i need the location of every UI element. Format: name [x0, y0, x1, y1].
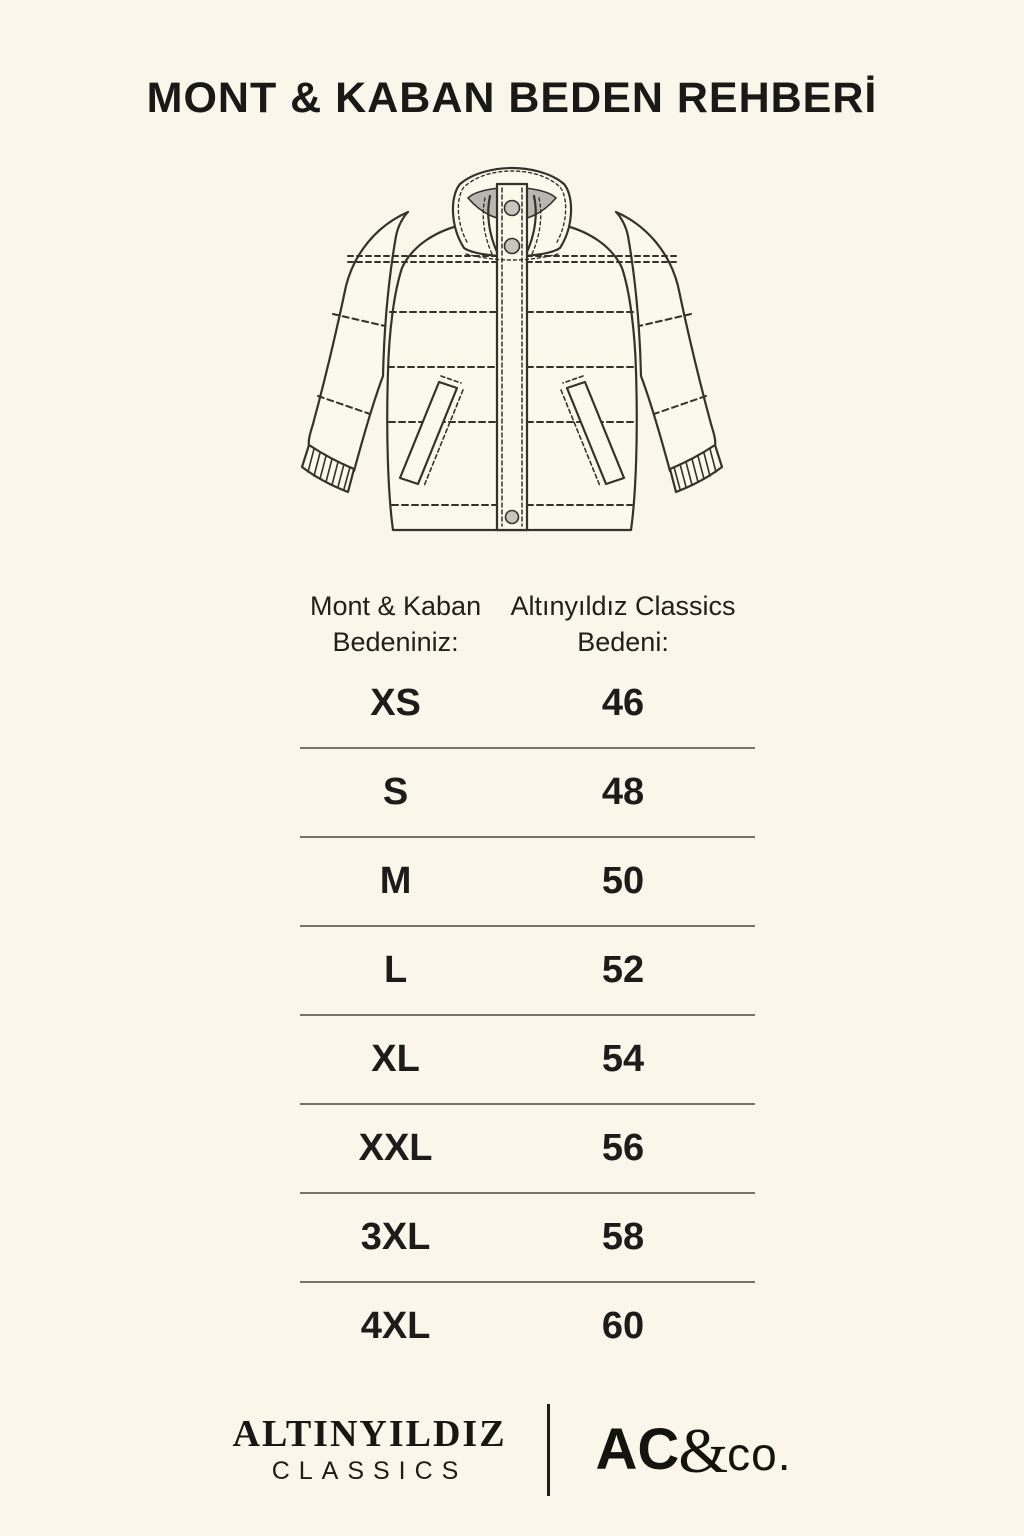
ac-size-value: 54	[601, 1038, 645, 1080]
ac-size-value: 56	[601, 1127, 645, 1169]
your-size-label: XXL	[358, 1127, 433, 1169]
your-size-label: S	[382, 771, 409, 813]
page-title: MONT & KABAN BEDEN REHBERİ	[146, 74, 878, 122]
ac-size-value: 48	[601, 771, 645, 813]
size-table	[300, 588, 755, 1370]
altinyildiz-classics-logo	[233, 1414, 507, 1486]
brand-secondary-text: CLASSICS	[271, 1457, 468, 1485]
header-ac-size	[491, 588, 755, 660]
size-table-row	[300, 1283, 755, 1370]
size-table-row	[300, 749, 755, 838]
logo-ac-text: AC	[595, 1417, 680, 1482]
your-size-label: M	[379, 860, 412, 902]
puffer-jacket-icon	[300, 162, 724, 546]
your-size-label: XS	[370, 682, 421, 724]
ac-size-value: 52	[601, 949, 645, 991]
ac-size-value: 50	[601, 860, 645, 902]
your-size-label: 4XL	[360, 1305, 431, 1347]
your-size-label: XL	[371, 1038, 420, 1080]
header-your-size	[300, 588, 491, 660]
size-table-header	[300, 588, 755, 660]
logo-ampersand: &	[678, 1415, 729, 1486]
ac-size-value: 58	[601, 1216, 645, 1258]
placket	[497, 184, 527, 530]
size-table-row	[300, 927, 755, 1016]
size-table-row	[300, 1105, 755, 1194]
header-your-size-line1: Mont & Kaban	[309, 591, 482, 621]
brand-primary-text: ALTINYILDIZ	[232, 1413, 507, 1455]
your-size-label: L	[383, 949, 408, 991]
size-rows	[300, 660, 755, 1370]
your-size-label: 3XL	[360, 1216, 431, 1258]
size-table-row	[300, 1016, 755, 1105]
jacket-illustration	[300, 162, 724, 546]
header-ac-size-line2: Bedeni:	[577, 627, 669, 657]
header-ac-size-line1: Altınyıldız Classics	[510, 591, 736, 621]
footer-brand-bar	[0, 1396, 1024, 1504]
logo-co-text: co.	[727, 1428, 792, 1480]
ac-co-logo	[595, 1415, 792, 1486]
header-your-size-line2: Bedeniniz:	[332, 627, 459, 657]
ac-size-value: 46	[601, 682, 645, 724]
size-table-row	[300, 838, 755, 927]
size-table-row	[300, 660, 755, 749]
footer-divider-line	[547, 1404, 550, 1496]
size-table-row	[300, 1194, 755, 1283]
ac-size-value: 60	[601, 1305, 645, 1347]
